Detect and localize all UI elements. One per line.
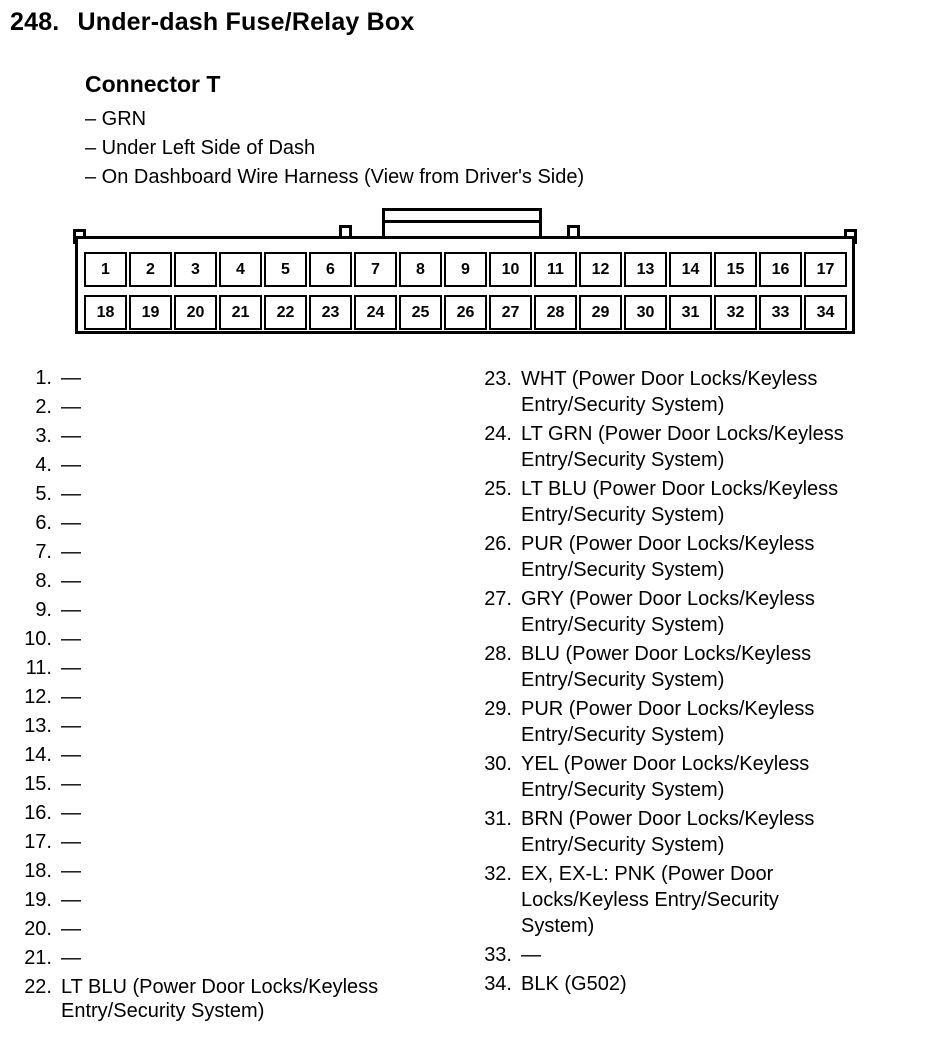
pin-number: 17. xyxy=(24,831,52,853)
pin-cell: 4 xyxy=(219,252,262,287)
pin-cell: 1 xyxy=(84,252,127,287)
pin-description: WHT (Power Door Locks/Keyless Entry/Security System) xyxy=(521,368,818,416)
connector-top-tab-line xyxy=(382,220,542,223)
pin-cell: 5 xyxy=(264,252,307,287)
pin-description: — xyxy=(521,944,541,966)
pin-cell: 20 xyxy=(174,295,217,330)
pin-description: — xyxy=(61,483,81,505)
pin-description: — xyxy=(61,599,81,621)
pin-cell: 31 xyxy=(669,295,712,330)
pin-description: BLK (G502) xyxy=(521,973,627,995)
pin-cell: 29 xyxy=(579,295,622,330)
pin-number: 33. xyxy=(484,944,512,966)
pin-number: 14. xyxy=(24,744,52,766)
pin-cell: 13 xyxy=(624,252,667,287)
pin-cell: 30 xyxy=(624,295,667,330)
pin-cell: 33 xyxy=(759,295,802,330)
pin-number: 12. xyxy=(24,686,52,708)
pin-number: 20. xyxy=(24,918,52,940)
pin-list-item xyxy=(16,424,476,448)
pin-number: 3. xyxy=(35,425,52,447)
pin-description: GRY (Power Door Locks/Keyless Entry/Security System) xyxy=(521,588,815,636)
pin-cell: 2 xyxy=(129,252,172,287)
pin-list-item xyxy=(16,975,476,1023)
pin-number: 30. xyxy=(484,753,512,775)
pin-list-item xyxy=(16,627,476,651)
pin-list-item xyxy=(476,531,928,583)
pin-cell: 8 xyxy=(399,252,442,287)
pin-cell: 23 xyxy=(309,295,352,330)
pin-number: 34. xyxy=(484,973,512,995)
pin-list-item xyxy=(16,395,476,419)
pin-description: — xyxy=(61,512,81,534)
pin-description: — xyxy=(61,889,81,911)
pin-description: — xyxy=(61,744,81,766)
pin-cell: 34 xyxy=(804,295,847,330)
pin-cell: 32 xyxy=(714,295,757,330)
pin-list-item xyxy=(16,917,476,941)
pin-number: 7. xyxy=(35,541,52,563)
pin-cell: 6 xyxy=(309,252,352,287)
pin-description: — xyxy=(61,802,81,824)
pin-cell: 17 xyxy=(804,252,847,287)
pin-cell: 21 xyxy=(219,295,262,330)
pin-description: PUR (Power Door Locks/Keyless Entry/Security System) xyxy=(521,533,815,581)
pin-list-item xyxy=(16,859,476,883)
pin-list-item xyxy=(16,366,476,390)
connector-section xyxy=(85,71,944,192)
pin-list-item xyxy=(16,569,476,593)
pin-description: — xyxy=(61,367,81,389)
pin-list-item xyxy=(16,656,476,680)
pin-description: — xyxy=(61,425,81,447)
pin-list-right xyxy=(476,366,928,1028)
pin-cell: 14 xyxy=(669,252,712,287)
pin-list-item xyxy=(16,946,476,970)
pin-number: 13. xyxy=(24,715,52,737)
pin-number: 11. xyxy=(25,657,52,679)
pin-list-item xyxy=(16,714,476,738)
pin-number: 22. xyxy=(24,976,52,998)
pin-number: 2. xyxy=(35,396,52,418)
pin-description: — xyxy=(61,773,81,795)
pin-list-item xyxy=(16,801,476,825)
pin-cell: 24 xyxy=(354,295,397,330)
pin-list-item xyxy=(476,421,928,473)
pin-description-lists xyxy=(0,366,944,1028)
pin-number: 32. xyxy=(484,863,512,885)
pin-number: 25. xyxy=(484,478,512,500)
pin-cell: 15 xyxy=(714,252,757,287)
pin-cell: 10 xyxy=(489,252,532,287)
pin-number: 5. xyxy=(35,483,52,505)
pin-description: — xyxy=(61,831,81,853)
pin-cell: 27 xyxy=(489,295,532,330)
pin-list-item xyxy=(16,511,476,535)
pin-list-item xyxy=(476,366,928,418)
pin-cell: 25 xyxy=(399,295,442,330)
connector-clip-left xyxy=(339,225,352,239)
connector-detail-line: – Under Left Side of Dash xyxy=(85,137,316,159)
pin-number: 10. xyxy=(24,628,52,650)
pin-list-item xyxy=(476,861,928,939)
pin-description: — xyxy=(61,715,81,737)
pin-number: 21. xyxy=(24,947,52,969)
pin-number: 24. xyxy=(484,423,512,445)
pin-number: 29. xyxy=(484,698,512,720)
pin-number: 9. xyxy=(35,599,52,621)
pin-list-item xyxy=(16,772,476,796)
connector-clip-right xyxy=(567,225,580,239)
pin-description: — xyxy=(61,947,81,969)
pin-list-item xyxy=(16,482,476,506)
pin-cell: 7 xyxy=(354,252,397,287)
pin-cell: 26 xyxy=(444,295,487,330)
pin-cell: 18 xyxy=(84,295,127,330)
pin-number: 27. xyxy=(484,588,512,610)
connector-name: Connector T xyxy=(85,71,221,97)
pin-cell: 9 xyxy=(444,252,487,287)
pin-list-item xyxy=(16,598,476,622)
pin-description: — xyxy=(61,570,81,592)
pin-description: YEL (Power Door Locks/Keyless Entry/Security System) xyxy=(521,753,810,801)
pin-description: PUR (Power Door Locks/Keyless Entry/Security System) xyxy=(521,698,815,746)
pin-list-item xyxy=(16,540,476,564)
pin-list-item xyxy=(16,453,476,477)
pin-cell: 12 xyxy=(579,252,622,287)
pin-description: — xyxy=(61,396,81,418)
pin-cell: 3 xyxy=(174,252,217,287)
page-title-text: Under-dash Fuse/Relay Box xyxy=(77,8,415,36)
pin-number: 15. xyxy=(24,773,52,795)
pin-list-item xyxy=(476,586,928,638)
pin-number: 28. xyxy=(484,643,512,665)
pin-list-item xyxy=(16,685,476,709)
pin-number: 23. xyxy=(484,368,512,390)
pin-number: 31. xyxy=(484,808,512,830)
pin-description: — xyxy=(61,454,81,476)
connector-detail-line: – GRN xyxy=(85,108,147,130)
page-title-number: 248. xyxy=(10,8,60,36)
pin-description: LT BLU (Power Door Locks/Keyless Entry/Security System) xyxy=(61,976,379,1022)
connector-diagram xyxy=(75,208,861,336)
pin-description: — xyxy=(61,541,81,563)
pin-row-top xyxy=(84,252,847,287)
pin-description: — xyxy=(61,657,81,679)
pin-list-item xyxy=(476,696,928,748)
pin-list-item xyxy=(476,641,928,693)
pin-list-item xyxy=(476,942,928,968)
pin-number: 19. xyxy=(24,889,52,911)
pin-number: 26. xyxy=(484,533,512,555)
pin-description: LT BLU (Power Door Locks/Keyless Entry/Security System) xyxy=(521,478,839,526)
pin-cell: 28 xyxy=(534,295,577,330)
pin-description: — xyxy=(61,860,81,882)
pin-number: 6. xyxy=(35,512,52,534)
page-title xyxy=(0,0,944,37)
pin-description: — xyxy=(61,686,81,708)
pin-list-item xyxy=(16,888,476,912)
pin-list-item xyxy=(476,751,928,803)
pin-cell: 22 xyxy=(264,295,307,330)
pin-list-item xyxy=(16,830,476,854)
pin-number: 1. xyxy=(35,367,52,389)
pin-description: EX, EX-L: PNK (Power Door Locks/Keyless Entry/Security System) xyxy=(521,863,779,937)
pin-list-item xyxy=(476,476,928,528)
pin-cell: 11 xyxy=(534,252,577,287)
pin-number: 8. xyxy=(35,570,52,592)
pin-number: 4. xyxy=(35,454,52,476)
connector-detail-line: – On Dashboard Wire Harness (View from Driver's Side) xyxy=(85,166,585,188)
pin-cell: 19 xyxy=(129,295,172,330)
pin-description: BRN (Power Door Locks/Keyless Entry/Security System) xyxy=(521,808,815,856)
connector-details xyxy=(85,105,944,192)
pin-description: — xyxy=(61,918,81,940)
pin-row-bottom xyxy=(84,295,847,330)
pin-list-left xyxy=(16,366,476,1028)
pin-description: BLU (Power Door Locks/Keyless Entry/Security System) xyxy=(521,643,812,691)
pin-list-item xyxy=(476,971,928,997)
pin-cell: 16 xyxy=(759,252,802,287)
connector-top-tab xyxy=(382,208,542,239)
pin-number: 16. xyxy=(24,802,52,824)
pin-list-item xyxy=(476,806,928,858)
pin-description: — xyxy=(61,628,81,650)
pin-description: LT GRN (Power Door Locks/Keyless Entry/Security System) xyxy=(521,423,844,471)
pin-list-item xyxy=(16,743,476,767)
pin-number: 18. xyxy=(24,860,52,882)
